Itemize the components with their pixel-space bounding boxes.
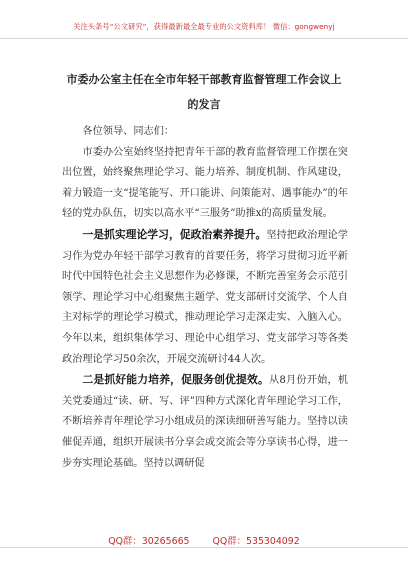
footer-divider — [0, 547, 408, 548]
title-line-1: 市委办公室主任在全市年轻干部教育监督管理工作会议上 — [66, 73, 342, 86]
paragraph-text-theory: 坚持把政治理论学习作为党办年轻干部学习教育的首要任务，将学习贯彻习近平新时代中国特色社会主义思想作为必修课，不断完善室务会示范引领学、理论学习中心组聚焦主题学、党支部研讨交流学、个人自主对标学的理论学习模式，推动理论学习走深走实、入脑入心。今年以来，组织集体学习、理论中心组学习、党支部学习等各类政治理论学习50余次，开展交流研讨44人次。 — [62, 229, 349, 365]
paragraph-lead-theory: 一是抓实理论学习，促政治素养提升。 — [82, 227, 267, 241]
footer-contacts — [0, 533, 408, 547]
footer-qq-group-1: QQ群：30265665 — [108, 536, 190, 547]
title-line-2: 的发言 — [187, 98, 221, 111]
footer-qq-group-2: QQ群：535304092 — [212, 536, 300, 547]
document-body — [62, 122, 348, 474]
header-divider — [0, 38, 408, 39]
paragraph-theory-study — [62, 225, 348, 370]
paragraph-lead-ability: 二是抓好能力培养，促服务创优提效。 — [82, 373, 269, 387]
salutation: 各位领导、同志们： — [82, 126, 175, 137]
paragraph-ability-training — [62, 370, 348, 474]
header-banner: 关注头条号“公文研究”，获得最新最全最专业的公文资料库！ 微信：gongwenyj — [73, 22, 335, 31]
document-title — [40, 67, 368, 117]
paragraph-text-ability: 从8月份开始，机关党委通过“读、研、写、评”四种方式深化青年理论学习工作，不断培养青年理论学习小组成员的深读细研善写能力。坚持以读催促弄通，组织开展读书分享会或交流会等分享读书心得，进一步夯实理论基础。坚持以调研促 — [62, 375, 349, 469]
paragraph-intro: 市委办公室始终坚持把青年干部的教育监督管理工作摆在突出位置，始终聚焦理论学习、能力培养、制度机制、作风建设，着力锻造一支“提笔能写、开口能讲、问策能对、遇事能办”的年轻的党办队伍，切实以高水平“三服务”助推x的高质量发展。 — [62, 146, 348, 220]
